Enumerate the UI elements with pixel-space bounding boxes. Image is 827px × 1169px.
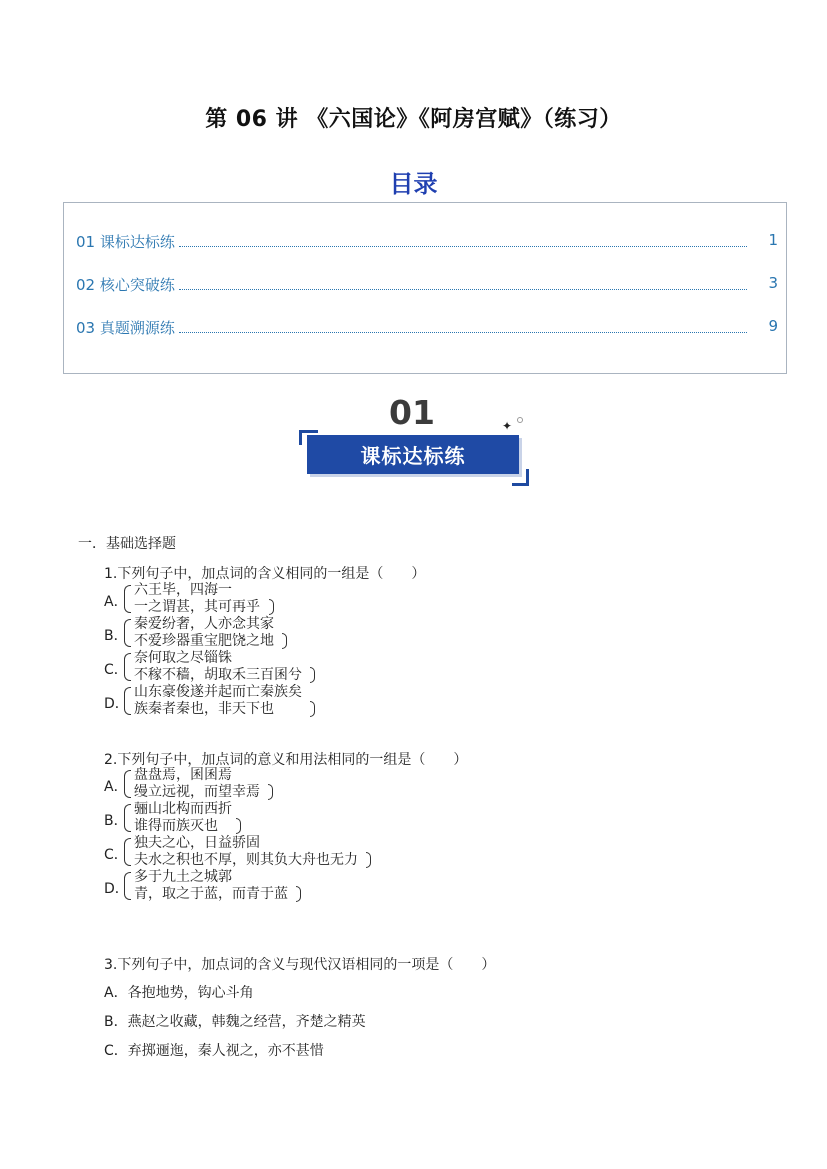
section-banner xyxy=(299,393,531,489)
toc-leader-dots xyxy=(179,288,747,290)
option-line: 骊山北构而西折 xyxy=(134,801,232,817)
option-pair xyxy=(124,582,260,616)
brace-close xyxy=(268,784,273,800)
option-line: 缦立远视，而望幸焉 xyxy=(134,784,260,800)
sparkle-icon: ✦ xyxy=(502,419,513,433)
option-letter: B． xyxy=(104,813,128,829)
option-pair xyxy=(124,684,302,718)
toc-heading: 目录 xyxy=(389,170,438,198)
option-text: 燕赵之收藏，韩魏之经营，齐楚之精英 xyxy=(127,1014,366,1030)
option[interactable] xyxy=(104,1011,366,1031)
option-line: 青，取之于蓝，而青于蓝 xyxy=(134,886,288,902)
toc-item[interactable] xyxy=(76,274,778,294)
option-line: 多于九土之城郭 xyxy=(134,869,232,885)
option-line: 不爱珍器重宝肥饶之地 xyxy=(134,633,274,649)
toc-leader-dots xyxy=(179,245,747,247)
section-number: 01 xyxy=(389,393,435,432)
option-line: 独夫之心，日益骄固 xyxy=(134,835,260,851)
option-letter: A． xyxy=(104,594,128,610)
toc-item-page: 9 xyxy=(768,317,778,335)
option-pair xyxy=(124,650,302,684)
option-line: 盘盘焉，囷囷焉 xyxy=(134,767,232,783)
question-stem: 1.下列句子中，加点词的含义相同的一组是（ ） xyxy=(104,566,426,582)
option-letter: C． xyxy=(104,662,128,678)
option-line: 六王毕，四海一 xyxy=(134,582,232,598)
brace-close xyxy=(310,667,315,683)
banner-corner-bottom-right xyxy=(512,469,529,486)
section-label: 课标达标练 xyxy=(360,444,466,468)
option-line: 奈何取之尽锱铢 xyxy=(134,650,232,666)
option[interactable] xyxy=(104,982,254,1002)
option-letter: C． xyxy=(104,847,128,863)
toc-item-page: 3 xyxy=(768,274,778,292)
toc-item-label: 02 核心突破练 xyxy=(76,276,175,294)
option-pair xyxy=(124,801,232,835)
option-pair xyxy=(124,616,274,650)
option-letter: C． xyxy=(104,1043,128,1059)
option-line: 不稼不穑，胡取禾三百囷兮 xyxy=(134,667,302,683)
brace-close xyxy=(282,633,287,649)
option-letter: D． xyxy=(104,696,129,712)
option-line: 一之谓甚，其可再乎 xyxy=(134,599,260,615)
option-text: 弃掷逦迤，秦人视之，亦不甚惜 xyxy=(127,1043,324,1059)
option-pair xyxy=(124,767,260,801)
toc-item[interactable] xyxy=(76,231,778,251)
brace-close xyxy=(296,886,301,902)
option-letter: A． xyxy=(104,985,128,1001)
option-line: 夫水之积也不厚，则其负大舟也无力 xyxy=(134,852,358,868)
option-text: 各抱地势，钩心斗角 xyxy=(127,985,254,1001)
option[interactable] xyxy=(104,1040,324,1060)
section-label-bar xyxy=(307,435,519,474)
option-letter: B． xyxy=(104,628,128,644)
toc-item-label: 03 真题溯源练 xyxy=(76,319,175,337)
option-letter: A． xyxy=(104,779,128,795)
brace-close xyxy=(236,818,241,834)
brace-close xyxy=(269,599,274,615)
toc-item-label: 01 课标达标练 xyxy=(76,233,175,251)
option-letter: D． xyxy=(104,881,129,897)
option-line: 谁得而族灭也 xyxy=(134,818,218,834)
document-title: 第 06 讲 《六国论》《阿房宫赋》（练习） xyxy=(205,107,622,132)
brace-close xyxy=(310,701,315,717)
brace-close xyxy=(366,852,371,868)
toc-leader-dots xyxy=(179,331,747,333)
toc-item[interactable] xyxy=(76,317,778,337)
option-line: 族秦者秦也，非天下也 xyxy=(134,701,274,717)
question-stem: 2.下列句子中，加点词的意义和用法相同的一组是（ ） xyxy=(104,752,468,768)
option-line: 秦爱纷奢，人亦念其家 xyxy=(134,616,274,632)
question-stem: 3.下列句子中，加点词的含义与现代汉语相同的一项是（ ） xyxy=(104,957,496,973)
toc-item-page: 1 xyxy=(768,231,778,249)
option-pair xyxy=(124,835,358,869)
option-pair xyxy=(124,869,288,903)
option-line: 山东豪俊遂并起而亡秦族矣 xyxy=(134,684,302,700)
option-letter: B． xyxy=(104,1014,128,1030)
section-heading: 一．基础选择题 xyxy=(78,536,176,552)
table-of-contents xyxy=(63,202,787,374)
circle-icon xyxy=(517,417,523,423)
